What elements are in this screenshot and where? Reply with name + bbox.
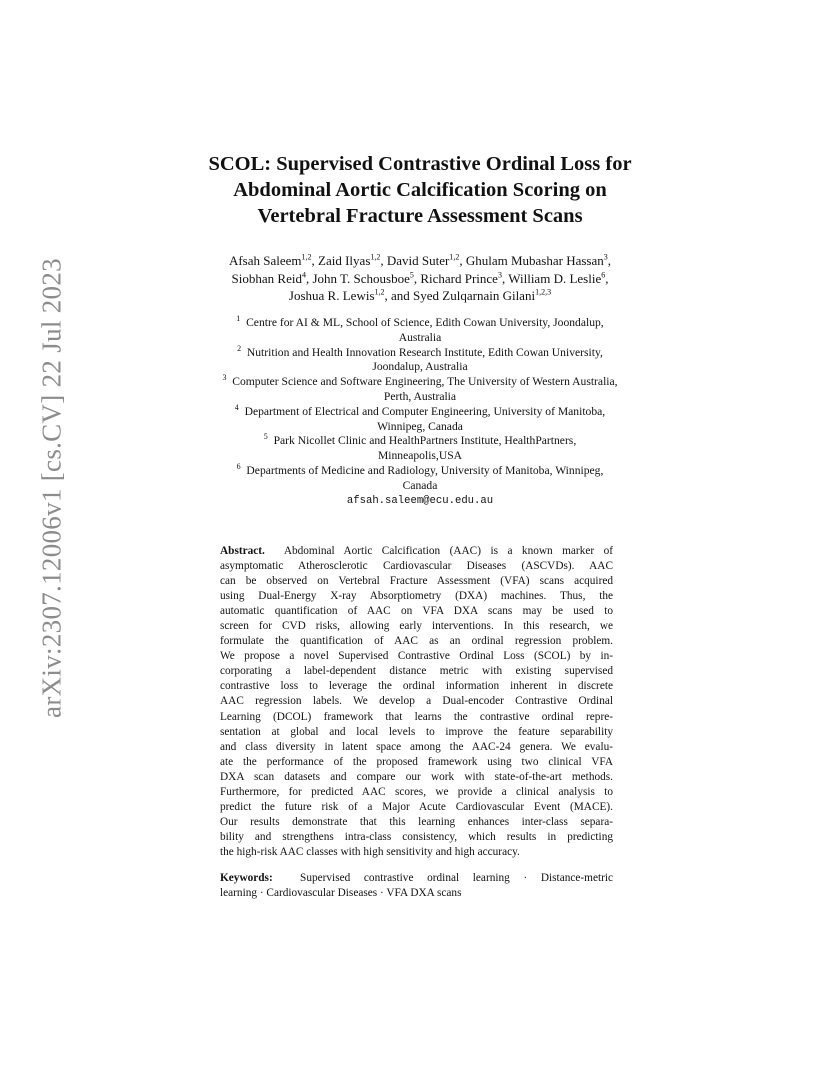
affiliation-text: Departments of Medicine and Radiology, University of Manitoba, Winnipeg, bbox=[246, 463, 604, 477]
affiliation-text: Joondalup, Australia bbox=[372, 360, 468, 374]
abstract-line: predict the future risk of a Major Acute Cardiovascular Event (MACE). bbox=[220, 800, 613, 813]
abstract-line: bility and strengthens intra-class consistency, which results in predicting bbox=[220, 830, 613, 843]
author-line: Joshua R. Lewis$^{1,2}$, and Syed Zulqarnain Gilani$^{1,2,3}$ bbox=[288, 287, 552, 303]
affiliation-number: 3 bbox=[222, 373, 227, 383]
affiliation-5 bbox=[150, 434, 690, 464]
abstract-label: Abstract. bbox=[220, 545, 265, 557]
affiliation-text: Australia bbox=[398, 330, 442, 344]
author-line: Siobhan Reid$^4$, John T. Schousboe$^5$, Richard Prince$^3$, William D. Leslie$^6$, bbox=[231, 270, 609, 286]
abstract-line: the high-risk AAC classes with high sensitivity and high accuracy. bbox=[220, 845, 520, 858]
affiliation-1 bbox=[150, 316, 690, 346]
affiliation-4 bbox=[150, 402, 690, 435]
abstract-line: Furthermore, for predicted AAC scores, we provide a clinical analysis to bbox=[220, 785, 613, 798]
abstract-line: can be observed on Vertebral Fracture Assessment (VFA) scans acquired bbox=[220, 575, 613, 588]
abstract-line: and class diversity in latent space among the AAC-24 genera. We evalu- bbox=[220, 740, 613, 753]
keywords-text: Supervised contrastive ordinal learning · Distance-metric bbox=[300, 872, 614, 884]
affiliation-2 bbox=[150, 343, 690, 376]
abstract-line: Learning (DCOL) framework that learns the contrastive ordinal repre- bbox=[220, 710, 613, 723]
abstract-line: asymptomatic Atherosclerotic Cardiovascular Diseases (ASCVDs). AAC bbox=[220, 560, 613, 573]
affiliation-number: 1 bbox=[236, 314, 241, 324]
abstract-line: AAC regression labels. We develop a Dual-encoder Contrastive Ordinal bbox=[220, 695, 613, 708]
affiliation-6 bbox=[150, 464, 690, 494]
affiliation-text: Minneapolis,USA bbox=[377, 449, 463, 463]
affiliation-text: Centre for AI & ML, School of Science, Edith Cowan University, Joondalup, bbox=[246, 316, 604, 329]
keywords-line: learning · Cardiovascular Diseases · VFA DXA scans bbox=[220, 887, 462, 900]
paper-title bbox=[150, 151, 690, 229]
abstract-line: automatic quantification of AAC on VFA DXA scans may be used to bbox=[220, 605, 613, 618]
abstract-line bbox=[220, 544, 613, 559]
affiliation-text: Perth, Australia bbox=[383, 389, 457, 403]
affiliation-text: Department of Electrical and Computer Engineering, University of Manitoba, bbox=[244, 404, 606, 418]
affiliation-text: Winnipeg, Canada bbox=[377, 419, 463, 433]
abstract-line: ate the performance of the proposed framework using two clinical VFA bbox=[220, 755, 613, 768]
affiliation-number: 5 bbox=[263, 432, 268, 442]
abstract-line: Our results demonstrate that this learning enhances inter-class separa- bbox=[220, 815, 613, 828]
affiliation-number: 2 bbox=[237, 343, 242, 353]
abstract-section bbox=[220, 544, 613, 860]
abstract-line: formulate the quantification of AAC as an ordinal regression problem. bbox=[220, 635, 613, 648]
affiliation-text: Canada bbox=[402, 478, 438, 492]
affiliation-3 bbox=[150, 375, 690, 405]
title-line: Abdominal Aortic Calcification Scoring on bbox=[233, 179, 607, 201]
abstract-line: sentation at global and local levels to improve the feature separability bbox=[220, 725, 613, 738]
affiliation-number: 6 bbox=[236, 462, 241, 472]
abstract-line: using Dual-Energy X-ray Absorptiometry (DXA) machines. Thus, the bbox=[220, 590, 613, 603]
title-line: Vertebral Fracture Assessment Scans bbox=[257, 205, 583, 227]
abstract-text: Abdominal Aortic Calcification (AAC) is a known marker of bbox=[283, 545, 613, 557]
arxiv-identifier-text: arXiv:2307.12006v1 [cs.CV] 22 Jul 2023 bbox=[36, 258, 67, 718]
abstract-line: DXA scan datasets and compare our work with state-of-the-art methods. bbox=[220, 770, 613, 783]
keywords-label: Keywords: bbox=[220, 872, 273, 884]
affiliation-text: Computer Science and Software Engineering, The University of Western Australia, bbox=[232, 375, 618, 389]
affiliation-list bbox=[150, 316, 690, 508]
contact-email: afsah.saleem@ecu.edu.au bbox=[346, 494, 494, 507]
affiliation-text: Nutrition and Health Innovation Research Institute, Edith Cowan University, bbox=[246, 345, 603, 359]
abstract-line: corporating a label-dependent distance metric with existing supervised bbox=[220, 665, 613, 678]
keywords-line bbox=[220, 871, 613, 886]
affiliation-text: Park Nicollet Clinic and HealthPartners Institute, HealthPartners, bbox=[273, 434, 577, 448]
keywords-section bbox=[220, 871, 613, 901]
abstract-line: contrastive loss to leverage the ordinal information inherent in discrete bbox=[220, 680, 613, 693]
abstract-line: screen for CVD risks, allowing early interventions. In this research, we bbox=[220, 620, 613, 633]
title-line: SCOL: Supervised Contrastive Ordinal Loss for bbox=[208, 153, 632, 175]
affiliation-number: 4 bbox=[234, 402, 239, 412]
author-line: Afsah Saleem$^{1,2}$, Zaid Ilyas$^{1,2}$, David Suter$^{1,2}$, Ghulam Mubashar Hassan$^3$, bbox=[228, 252, 612, 268]
abstract-line: We propose a novel Supervised Contrastive Ordinal Loss (SCOL) by in- bbox=[220, 650, 613, 663]
author-list bbox=[150, 252, 690, 305]
